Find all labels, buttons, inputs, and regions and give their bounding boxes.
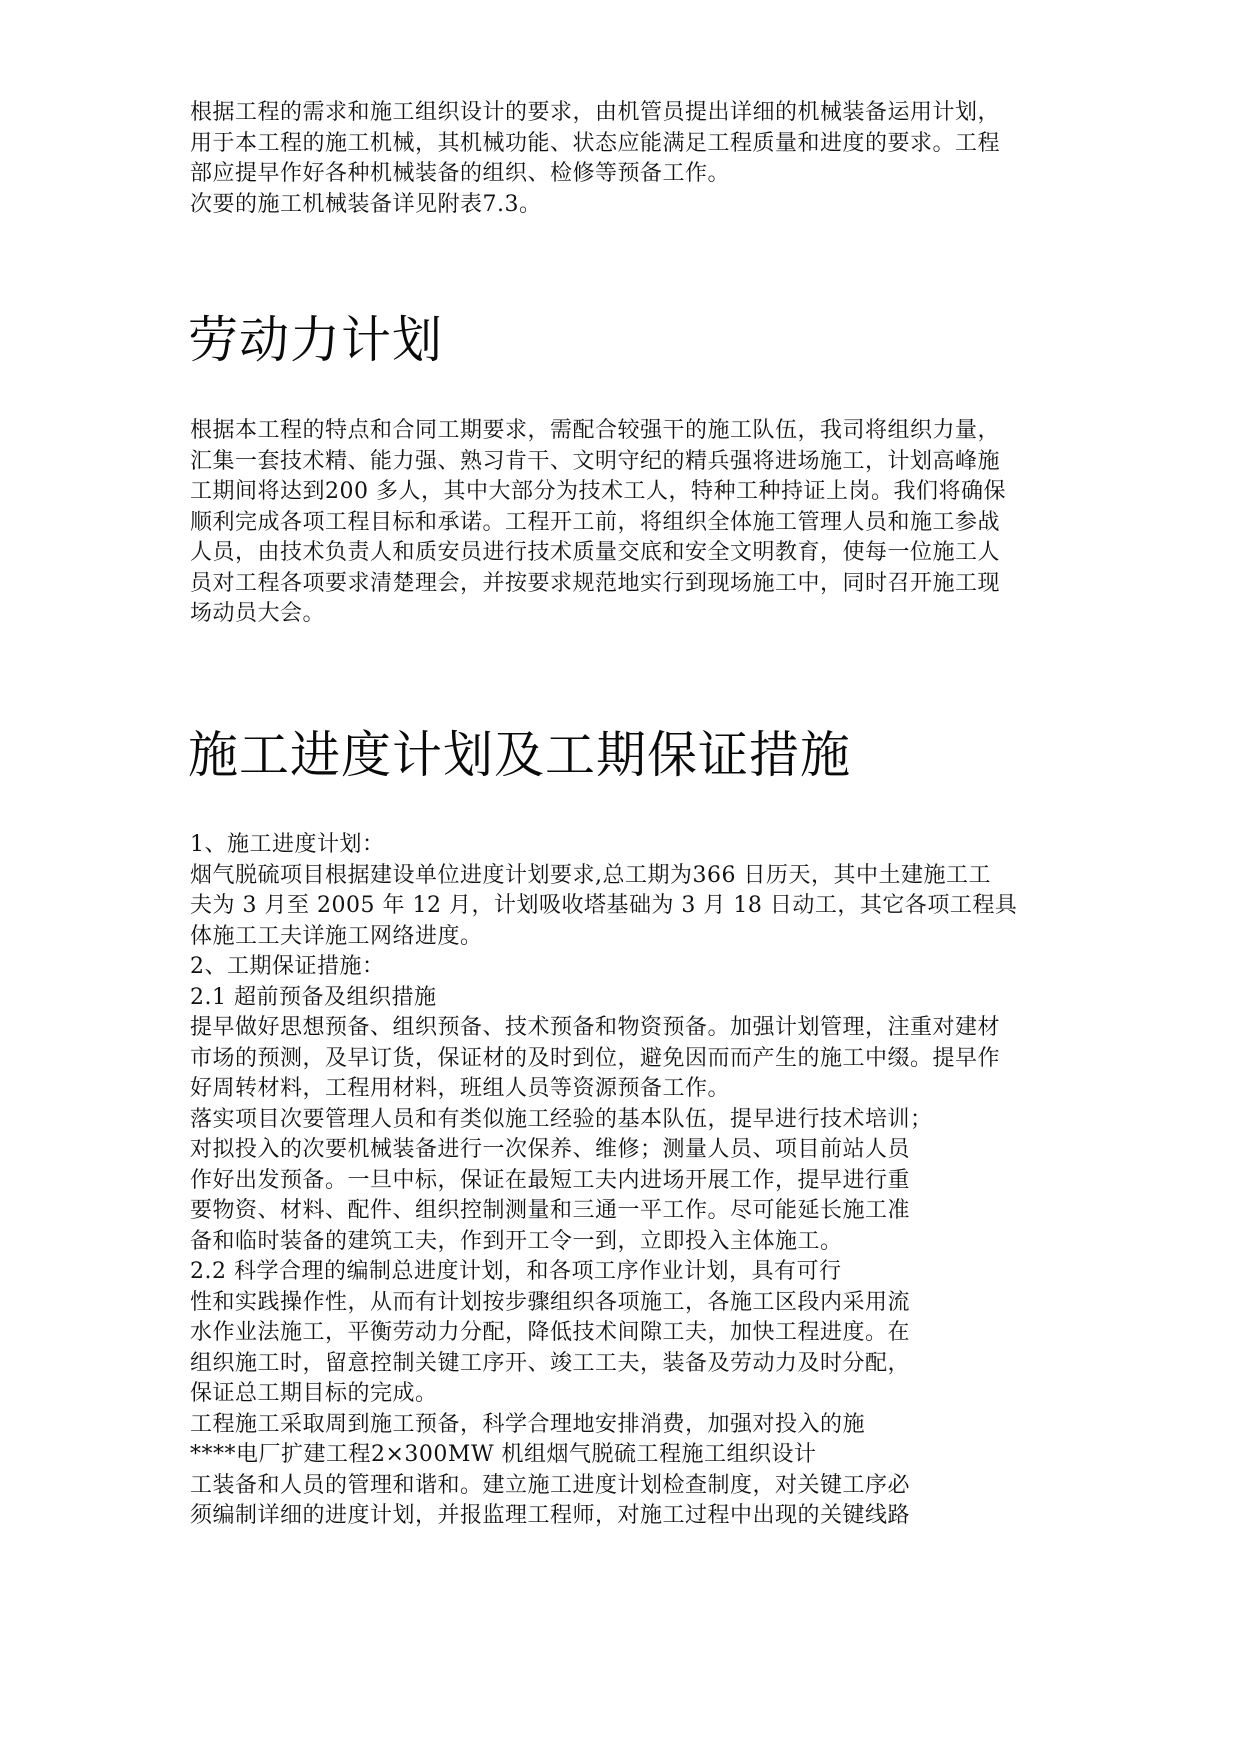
text-line: 须编制详细的进度计划，并报监理工程师，对施工过程中出现的关键线路 (190, 1503, 911, 1528)
labor-plan-paragraph (190, 416, 1090, 630)
text-line: 1、施工进度计划： (190, 832, 385, 857)
text-line: 市场的预测，及早订货，保证材的及时到位，避免因而而产生的施工中缀。提早作 (190, 1045, 1001, 1071)
text-line: 根据本工程的特点和合同工期要求，需配合较强干的施工队伍，我司将组织力量， (190, 418, 1001, 443)
text-line: 提早做好思想预备、组织预备、技术预备和物资预备。加强计划管理，注重对建材 (190, 1015, 1001, 1040)
text-line: 烟气脱硫项目根据建设单位进度计划要求,总工期为366 日历天，其中土建施工工 (190, 862, 991, 888)
section-heading-schedule: 施工进度计划及工期保证措施 (188, 726, 851, 784)
text-line: ****电厂扩建工程2×300MW 机组烟气脱硫工程施工组织设计 (190, 1442, 817, 1467)
text-line: 2.2 科学合理的编制总进度计划，和各项工序作业计划，具有可行 (190, 1259, 842, 1284)
text-line: 工期间将达到200 多人，其中大部分为技术工人，特种工种持证上岗。我们将确保 (190, 479, 1006, 504)
text-line: 组织施工时，留意控制关键工序开、竣工工夫，装备及劳动力及时分配， (190, 1350, 911, 1376)
text-line: 保证总工期目标的完成。 (190, 1381, 438, 1406)
text-line: 2、工期保证措施： (190, 954, 385, 979)
text-line: 作好出发预备。一旦中标，保证在最短工夫内进场开展工作，提早进行重 (190, 1167, 911, 1193)
text-line: 对拟投入的次要机械装备进行一次保养、维修；测量人员、项目前站人员 (190, 1137, 911, 1162)
section-heading-labor-plan: 劳动力计划 (188, 311, 443, 369)
text-line: 根据工程的需求和施工组织设计的要求，由机管员提出详细的机械装备运用计划， (190, 100, 1001, 125)
text-line: 落实项目次要管理人员和有类似施工经验的基本队伍，提早进行技术培训； (190, 1106, 933, 1132)
text-line: 人员，由技术负责人和质安员进行技术质量交底和安全文明教育，使每一位施工人 (190, 540, 1001, 565)
text-line: 顺利完成各项工程目标和承诺。工程开工前，将组织全体施工管理人员和施工参战 (190, 509, 1001, 535)
text-line: 次要的施工机械装备详见附表7.3。 (190, 191, 542, 217)
text-line: 体施工工夫详施工网络进度。 (190, 923, 483, 949)
text-line: 员对工程各项要求清楚理会，并按要求规范地实行到现场施工中，同时召开施工现 (190, 570, 1001, 596)
text-line: 用于本工程的施工机械，其机械功能、状态应能满足工程质量和进度的要求。工程 (190, 130, 1001, 156)
text-line: 水作业法施工，平衡劳动力分配，降低技术间隙工夫，加快工程进度。在 (190, 1320, 911, 1345)
text-line: 要物资、材料、配件、组织控制测量和三通一平工作。尽可能延长施工准 (190, 1198, 911, 1223)
text-line: 工装备和人员的管理和谐和。建立施工进度计划检查制度，对关键工序必 (190, 1472, 911, 1498)
text-line: 备和临时装备的建筑工夫，作到开工令一到，立即投入主体施工。 (190, 1228, 843, 1254)
text-line: 部应提早作好各种机械装备的组织、检修等预备工作。 (190, 161, 731, 186)
text-line: 汇集一套技术精、能力强、熟习肯干、文明守纪的精兵强将进场施工，计划高峰施 (190, 448, 1001, 474)
text-line: 夫为 3 月至 2005 年 12 月，计划吸收塔基础为 3 月 18 日动工，其它各项工程具 (190, 893, 1018, 918)
intro-paragraph (190, 98, 1090, 220)
text-line: 性和实践操作性，从而有计划按步骤组织各项施工，各施工区段内采用流 (190, 1289, 911, 1315)
text-line: 好周转材料，工程用材料，班组人员等资源预备工作。 (190, 1076, 731, 1101)
text-line: 工程施工采取周到施工预备，科学合理地安排消费，加强对投入的施 (190, 1411, 866, 1437)
schedule-paragraphs (190, 830, 1090, 1532)
text-line: 2.1 超前预备及组织措施 (190, 984, 437, 1010)
text-line: 场动员大会。 (190, 601, 326, 626)
